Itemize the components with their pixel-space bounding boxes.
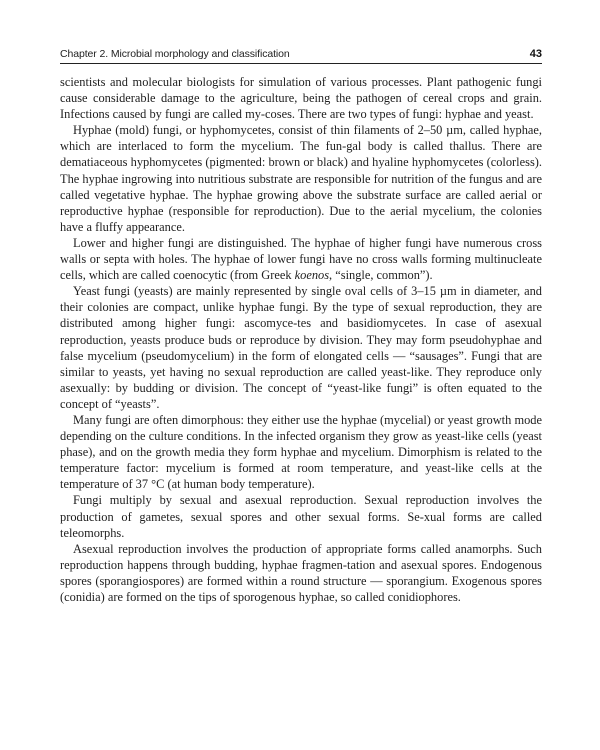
body-text [60,74,542,605]
running-header [60,48,542,64]
greek-term: koenos [294,268,330,283]
chapter-title: Chapter 2. Microbial morphology and classification [60,48,290,60]
paragraph-hyphae-fungi: Hyphae (mold) fungi, or hyphomycetes, consist of thin filaments of 2–50 µm, called hyphae, which are interlaced to form the mycelium. The fun-gal body is called thallus. There are dematiaceous hyphomycetes (pigmented: brown or black) and hyaline hyphomycetes (colorless). The hyphae ingrowing into nutritious substrate are responsible for nutrition of the fungus and are called vegetative hyphae. The hyphae growing above the substrate surface are called aerial or reproductive hyphae (responsible for reproduction). Due to the aerial mycelium, the colonies have a fluffy appearance. [60,123,542,234]
paragraph-dimorphism: Many fungi are often dimorphous: they either use the hyphae (mycelial) or yeast growth mode depending on the culture conditions. In the infected organism they grow as yeast-like cells (yeast phase), and on the growth media they form hyphae and mycelium. Dimorphism is related to the temperature factor: mycelium is formed at room temperature, and yeast-like cells at the temperature of 37 °C (at human body temperature). [60,412,542,492]
paragraph-sexual-reproduction: Fungi multiply by sexual and asexual reproduction. Sexual reproduction involves the production of gametes, sexual spores and other sexual forms. Se-xual forms are called teleomorphs. [60,493,542,540]
paragraph-text-after: , “single, common”). [329,268,433,283]
page-number: 43 [529,48,542,60]
paragraph-asexual-reproduction: Asexual reproduction involves the production of appropriate forms called anamorphs. Such reproduction happens through budding, hyphae fragmen-tation and asexual spores. Endogenous spores (sporangiospores) are formed within a round structure — sporangium. Exogenous spores (conidia) are formed on the tips of sporogenous hyphae, so called conidiophores. [60,541,542,604]
paragraph-yeast-fungi: Yeast fungi (yeasts) are mainly represented by single oval cells of 3–15 µm in diameter, and their colonies are compact, unlike hyphae fungi. By the type of sexual reproduction, they are distributed among higher fungi: ascomyce-tes and basidiomycetes. In case of asexual reproduction, yeasts produce buds or reproduce by division. They may form pseudohyphae and false mycelium (pseudomycelium) in the form of elongated cells — “sausages”. Fungi that are similar to yeasts, yet having no sexual reproduction are called yeast-like. They reproduce only asexually: by budding or division. The concept of “yeast-like fungi” is often equated to the concept of “yeasts”. [60,284,542,411]
book-page [60,48,542,605]
paragraph-lower-higher-fungi [60,235,542,283]
paragraph-text-before: Lower and higher fungi are distinguished. The hyphae of higher fungi have numerous cross walls or septa with holes. The hyphae of lower fungi have no cross walls forming multinucleate cells, which are called coenocytic (from Greek [60,235,542,283]
paragraph-continued: scientists and molecular biologists for simulation of various processes. Plant pathogenic fungi cause considerable damage to the agriculture, being the pathogen of cereal crops and grain. Infections caused by fungi are called my-coses. There are two types of fungi: hyphae and yeast. [60,75,542,122]
